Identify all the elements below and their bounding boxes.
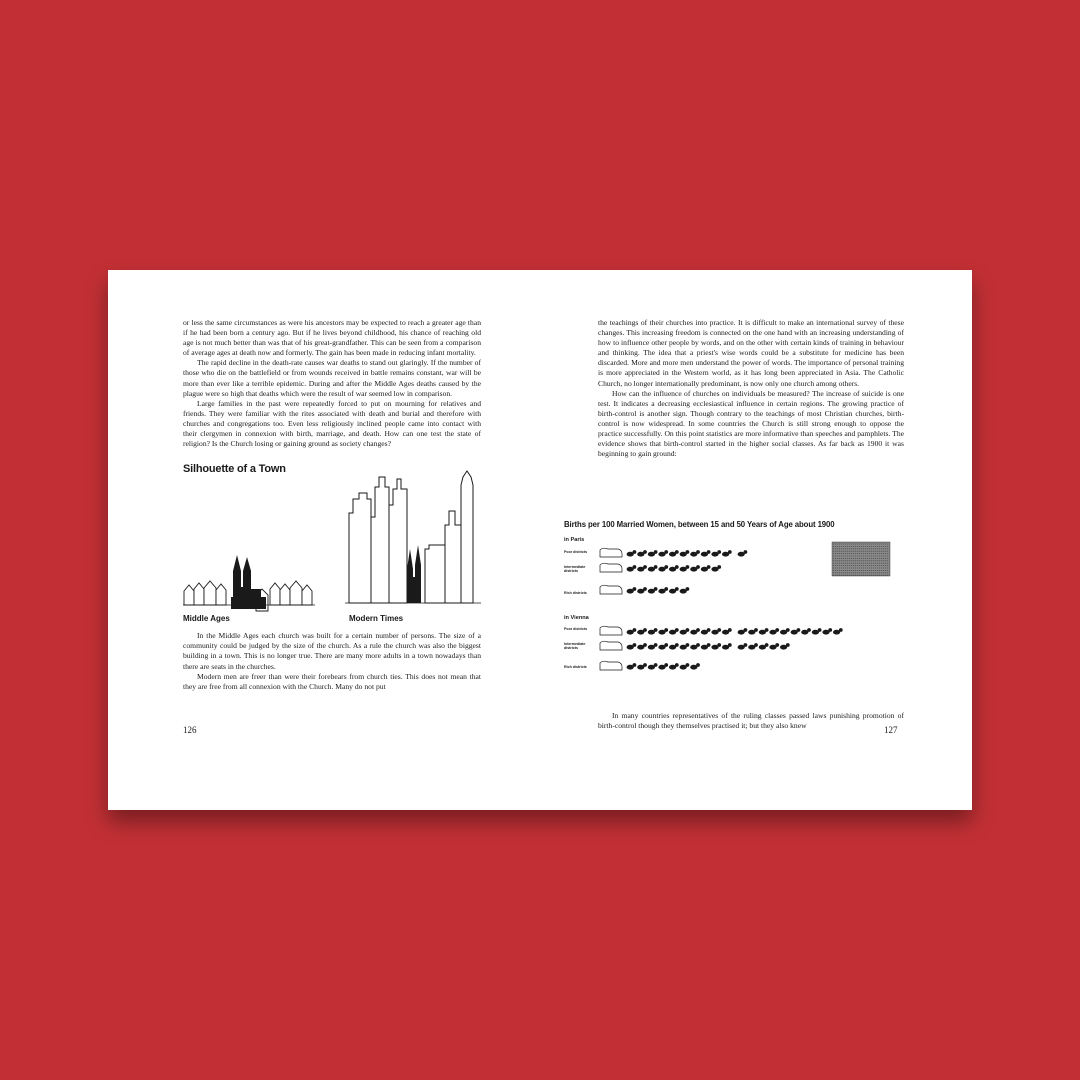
mother-symbol [600, 641, 622, 650]
baby-symbol [701, 565, 711, 572]
row-label: Rich districts [564, 665, 587, 669]
baby-symbol [680, 643, 690, 650]
paragraph: In many countries representatives of the ruling classes passed laws punishing promotion of birth-control though they themselves practised it; but they also knew [598, 711, 904, 731]
row-label: Intermediate districts [564, 565, 586, 574]
baby-symbol [680, 628, 690, 635]
baby-symbol [658, 628, 668, 635]
baby-symbol [690, 550, 700, 557]
right-page [598, 318, 904, 459]
mother-symbol [600, 585, 622, 594]
baby-symbol [822, 628, 832, 635]
baby-symbol [722, 550, 732, 557]
mother-symbol [600, 548, 622, 557]
paragraph: How can the influence of churches on individuals be measured? The increase of suicide is one test. It indicates a decreasing ecclesiastical influence in certain regions. The growing practice of birth-control is another sign. Though contrary to the teachings of most Christian churches, birth-control is now widespread. In some countries the Church is still strong enough to oppose the practice successfully. On this point statistics are more informative than speeches and pamphlets. The evidence shows that birth-control started in the higher social classes. As far back as 1900 it was beginning to gain ground: [598, 388, 904, 459]
baby-symbol [637, 663, 647, 670]
baby-symbol [627, 628, 637, 635]
baby-symbol [748, 643, 758, 650]
mother-symbol [600, 563, 622, 572]
page-number-left: 126 [183, 725, 197, 735]
paragraph: In the Middle Ages each church was built for a certain number of persons. The size of a community could be judged by the size of the church. As a rule the church was also the biggest building in a town. This is no longer true. There are many more adults in a town nowadays than there are seats in the churches. [183, 631, 481, 671]
baby-symbol [690, 663, 700, 670]
baby-symbol [690, 565, 700, 572]
baby-symbol [627, 663, 637, 670]
baby-symbol [669, 565, 679, 572]
baby-symbol [769, 628, 779, 635]
paragraph: the teachings of their churches into practice. It is difficult to make an international survey of these changes. This increasing freedom is connected on the one hand with an increasing understanding of how to influence other people by words, and on the other with certain kinds of training in behaviour and thinking. The idea that a priest's wise words could be a substitute for medicine has been discarded. More and more men understand the power of words. The importance of personal training is more appreciated in the Western world, as it has long been appreciated in Asia. The Catholic Church, no longer internationally predominant, is now only one church among others. [598, 318, 904, 388]
baby-symbol [637, 628, 647, 635]
baby-symbol [711, 565, 721, 572]
baby-symbol [637, 550, 647, 557]
baby-symbol [658, 643, 668, 650]
baby-symbol [701, 643, 711, 650]
left-page [183, 318, 481, 692]
baby-symbol [801, 628, 811, 635]
paragraph: Modern men are freer than were their forebears from church ties. This does not mean that they are free from all connexion with the Church. Many do not put [183, 671, 481, 691]
baby-symbol [627, 587, 637, 594]
row-label: Poor districts [564, 550, 588, 554]
baby-symbol [701, 550, 711, 557]
book-spread [108, 270, 972, 810]
middle-ages-silhouette [183, 553, 323, 613]
baby-symbol [759, 628, 769, 635]
baby-symbol [637, 587, 647, 594]
city-label-paris: in Paris [564, 537, 585, 543]
baby-symbol [658, 565, 668, 572]
baby-symbol [637, 643, 647, 650]
baby-symbol [669, 550, 679, 557]
baby-symbol [648, 663, 658, 670]
baby-symbol [690, 643, 700, 650]
baby-symbol [658, 550, 668, 557]
town-silhouette-figure [183, 463, 481, 631]
baby-symbol [738, 550, 748, 557]
baby-symbol [680, 587, 690, 594]
paris-overflow-block [832, 542, 890, 576]
middle-ages-label: Middle Ages [183, 614, 230, 624]
baby-symbol [711, 628, 721, 635]
baby-symbol [722, 643, 732, 650]
baby-symbol [722, 628, 732, 635]
paragraph: or less the same circumstances as were his ancestors may be expected to reach a greater age than if he had been born a century ago. But if he lives beyond childhood, his chance of reaching old age is not much better than was that of his great-grandfather. This can be seen from a comparison of average ages at death now and formerly. The gain has been made in reducing infant mortality. [183, 318, 481, 358]
baby-symbol [627, 643, 637, 650]
row-label: Rich districts [564, 591, 587, 595]
baby-symbol [680, 550, 690, 557]
baby-symbol [658, 663, 668, 670]
baby-symbol [680, 565, 690, 572]
modern-times-silhouette [345, 465, 485, 610]
baby-symbol [648, 628, 658, 635]
baby-symbol [780, 643, 790, 650]
baby-symbol [738, 643, 748, 650]
baby-symbol [711, 550, 721, 557]
row-label: Intermediate districts [564, 642, 586, 651]
baby-symbol [738, 628, 748, 635]
paragraph: Large families in the past were repeatedly forced to put on mourning for relatives and friends. They were familiar with the rites associated with death and burial and therefore with churches and congregations too. Even less religiously inclined people came into contact with their clergymen in connexion with birth, marriage, and death. How can one test the state of religion? Is the Church losing or gaining ground as society changes? [183, 398, 481, 449]
modern-times-label: Modern Times [349, 614, 404, 624]
baby-symbol [711, 643, 721, 650]
baby-symbol [669, 628, 679, 635]
baby-symbol [748, 628, 758, 635]
baby-symbol [669, 643, 679, 650]
row-label: Poor districts [564, 627, 588, 631]
baby-symbol [648, 550, 658, 557]
baby-symbol [680, 663, 690, 670]
baby-symbol [791, 628, 801, 635]
figure-title: Silhouette of a Town [183, 463, 286, 476]
baby-symbol [780, 628, 790, 635]
baby-symbol [658, 587, 668, 594]
baby-symbol [648, 587, 658, 594]
baby-symbol [759, 643, 769, 650]
isotype-marks [564, 520, 934, 680]
city-label-vienna: in Vienna [564, 615, 589, 621]
baby-symbol [833, 628, 843, 635]
baby-symbol [637, 565, 647, 572]
isotype-chart [564, 520, 934, 680]
baby-symbol [669, 587, 679, 594]
mother-symbol [600, 626, 622, 635]
baby-symbol [769, 643, 779, 650]
baby-symbol [812, 628, 822, 635]
baby-symbol [648, 643, 658, 650]
baby-symbol [701, 628, 711, 635]
baby-symbol [669, 663, 679, 670]
baby-symbol [690, 628, 700, 635]
mother-symbol [600, 661, 622, 670]
baby-symbol [648, 565, 658, 572]
baby-symbol [627, 565, 637, 572]
page-number-right: 127 [884, 725, 898, 735]
baby-symbol [627, 550, 637, 557]
chart-title: Births per 100 Married Women, between 15 and 50 Years of Age about 1900 [564, 520, 835, 529]
paragraph: The rapid decline in the death-rate causes war deaths to stand out glaringly. If the number of those who die on the battlefield or from wounds received in battle remains constant, war will be more than ever like a terrible epidemic. During and after the Middle Ages deaths caused by the plague were so high that deaths which were the result of war seemed low in comparison. [183, 358, 481, 398]
